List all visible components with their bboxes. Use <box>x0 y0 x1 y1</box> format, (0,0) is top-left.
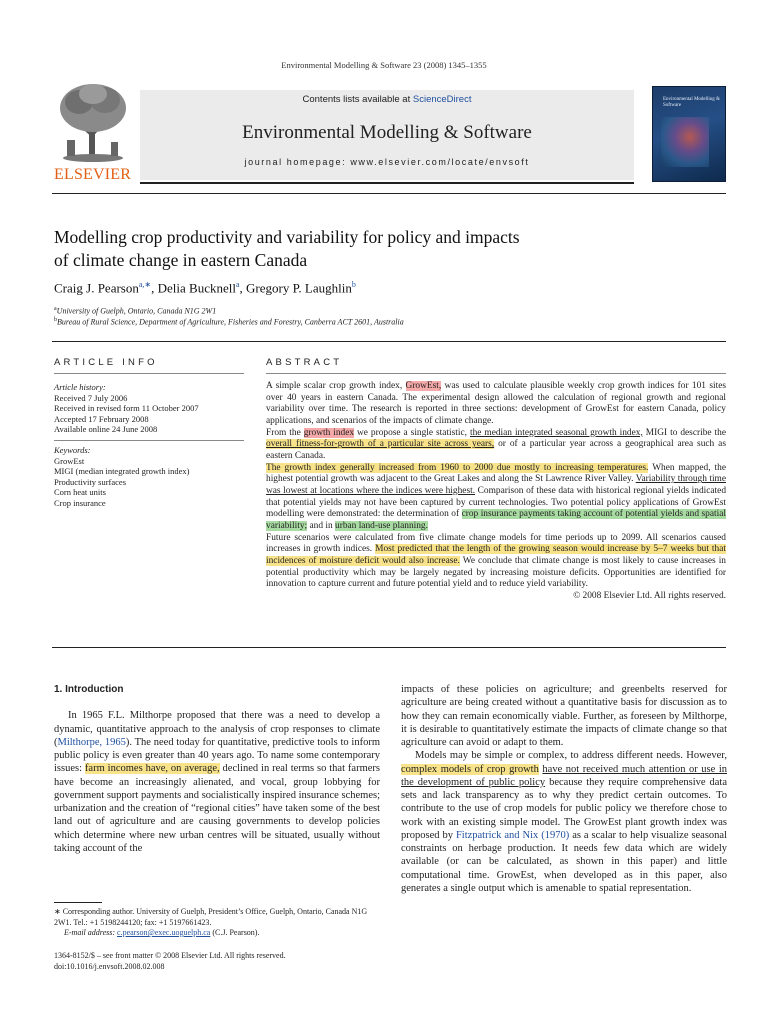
publisher-name: ELSEVIER <box>54 166 132 183</box>
abstract-body <box>266 381 726 602</box>
abstract-paragraph <box>266 533 726 591</box>
highlight-yellow: farm incomes have, on average, <box>84 763 220 775</box>
article-info-heading: ARTICLE INFO <box>54 357 158 368</box>
abstract-paragraph <box>266 428 726 463</box>
underline: have not received much attention or use in the development of public policy <box>401 763 728 788</box>
footnote-text: Corresponding author. University of Guelph, President’s Office, Guelph, Ontario, Canada N1G 2W1. Tel.: +1 5198244120; fax: +1 5197661423. <box>54 907 368 927</box>
underline: the median integrated seasonal growth index, <box>469 427 643 438</box>
accepted-date: Accepted 17 February 2008 <box>54 413 149 424</box>
title-line-2: of climate change in eastern Canada <box>54 250 308 270</box>
author-affil-link[interactable]: a <box>235 280 240 289</box>
text-run: MIGI to describe the <box>642 427 726 438</box>
header-rule <box>52 193 726 194</box>
highlight-green: crop insurance payments taking account of potential yields and spatial variability; <box>266 509 727 531</box>
journal-banner <box>140 90 634 180</box>
email-label: E-mail address: <box>64 928 118 937</box>
text-run: In 1965 F.L. Milthorpe proposed that there was a need to develop a dynamic, quantitative approach to the analysis of crop responses to climate ( <box>54 710 380 748</box>
text-run: because they require comprehensive data sets and lack transparency as to why they predict certain outcomes. To contribute to the use of crop models for public policy we therefore chose to work with an existing simple model. The GrowEst plant growth index was proposed by <box>401 776 727 841</box>
affiliation-b <box>54 317 404 327</box>
section-heading: 1. Introduction <box>54 684 124 695</box>
abstract-rule <box>266 373 726 374</box>
body-column-right <box>401 683 727 895</box>
cover-title: Environmental Modelling & Software <box>663 97 720 108</box>
elsevier-logo <box>52 80 134 186</box>
text-run: ). The need today for quantitative, predictive tools to inform public policy is even greater than 40 years ago. To name some contemporary issues: <box>54 736 380 775</box>
body-column-left <box>54 683 380 855</box>
footnote-marker: ∗ <box>54 907 61 916</box>
text-run: declined in real terms so that farmers have become an increasingly alienated, and vocal, group lobbying for government support payments and socialistically inspired insurance schemes; urbanization and the creation of “regional cities” have taken some of the best land out of agriculture and are causing governments to develop policies which determine where new urban centres will be situated, usually without taking account of the <box>54 763 380 854</box>
highlight-red: GrowEst, <box>405 381 442 391</box>
contents-prefix: Contents lists available at <box>302 94 413 105</box>
underline: Variability through time was lowest at locations where the indices were highest. <box>266 474 726 496</box>
abstract-paragraph <box>266 463 726 533</box>
keyword: GrowEst <box>54 455 85 466</box>
highlight-yellow: overall fitness-for-growth of a particular site across years, <box>266 439 495 450</box>
affil-marker: b <box>54 317 57 323</box>
text-run: From the <box>266 427 304 438</box>
sciencedirect-link[interactable]: ScienceDirect <box>412 94 472 105</box>
author-name: , Gregory P. Laughlin <box>239 280 352 296</box>
text-run: as a scalar to help visualize seasonal constraints on herbage production. It needs few data which are widely available (or can be calculated, as shown in this paper) and little computational time. GrowEst, when developed as in this paper, also generates a single output which is amenable to spatial representation. <box>401 829 728 894</box>
highlight-yellow: complex models of crop growth <box>401 763 539 775</box>
online-date: Available online 24 June 2008 <box>54 424 158 435</box>
footnote-line <box>54 907 384 928</box>
body-paragraph: impacts of these policies on agriculture; and greenbelts reserved for agriculture are being created without a quantitative basis for discussion as to how they can remain economically viable. Further, as foreseen by Milthorpe, it is desirable to quantitatively estimate the impacts of climate change so that agriculture can avoid or adapt to them. <box>401 684 727 748</box>
history-label: Article history: <box>54 382 106 392</box>
text-run: we propose a single statistic, <box>354 427 470 438</box>
affiliation-a <box>54 306 216 316</box>
journal-cover <box>652 86 726 182</box>
section-rule <box>52 341 726 342</box>
journal-citation: Environmental Modelling & Software 23 (2008) 1345–1355 <box>281 60 487 70</box>
tree-icon <box>55 80 131 164</box>
info-rule <box>54 373 244 374</box>
text-run: was used to calculate plausible weekly crop growth indices for 101 sites over 40 years in eastern Canada. The experimental design allowed the calculation of regional growth and regional variability over time. The research is reported in three sections: development of GrowEst for eastern Canada, policy applications, and scenarios of the impacts of climate change. <box>266 381 726 426</box>
received-date: Received 7 July 2006 <box>54 392 128 403</box>
affil-marker: a <box>54 306 57 312</box>
affil-text: Bureau of Rural Science, Department of Agriculture, Fisheries and Forestry, Canberra ACT 2601, Australia <box>57 317 404 327</box>
text-run: and in <box>307 520 336 531</box>
text-run: Future scenarios were calculated from five climate change models for time periods up to 2099. All scenarios caused increases in growth indices. <box>266 532 726 555</box>
text-run: A simple scalar crop growth index, <box>266 381 406 391</box>
keywords-label: Keywords: <box>54 444 91 455</box>
highlight-red: growth index <box>303 427 355 438</box>
author-list <box>54 280 356 296</box>
author-affil-link[interactable]: b <box>351 280 356 289</box>
keyword: Corn heat units <box>54 487 106 498</box>
contents-line <box>140 94 634 105</box>
article-info <box>54 382 244 509</box>
article-title <box>54 226 654 272</box>
cover-image <box>661 117 709 167</box>
journal-title: Environmental Modelling & Software <box>242 122 532 143</box>
reference-link[interactable]: Fitzpatrick and Nix (1970) <box>455 829 570 841</box>
revised-date: Received in revised form 11 October 2007 <box>54 403 199 414</box>
abstract-heading: ABSTRACT <box>266 357 343 368</box>
copyright: © 2008 Elsevier Ltd. All rights reserved. <box>573 590 726 601</box>
body-paragraph <box>54 709 380 855</box>
author-name: Craig J. Pearson <box>54 280 139 296</box>
journal-homepage-link[interactable]: journal homepage: www.elsevier.com/locate/envsoft <box>244 157 530 167</box>
email-suffix: (C.J. Pearson). <box>210 928 260 937</box>
info-divider <box>54 440 244 441</box>
reference-link[interactable]: Milthorpe, 1965 <box>57 736 126 748</box>
title-line-1: Modelling crop productivity and variability for policy and impacts <box>54 227 520 247</box>
keyword: Productivity surfaces <box>54 476 126 487</box>
highlight-green: urban land-use planning. <box>335 520 428 531</box>
body-paragraph <box>401 749 727 895</box>
journal-masthead <box>52 80 726 186</box>
highlight-yellow: The growth index generally increased from 1960 to 2000 due mostly to increasing temperatures. <box>266 462 649 473</box>
page-footer <box>54 951 384 972</box>
issn-line: 1364-8152/$ – see front matter © 2008 Elsevier Ltd. All rights reserved. <box>54 951 286 960</box>
footnote <box>54 907 384 939</box>
footnote-rule <box>54 902 102 903</box>
text-run: Comparison of these data with historical regional yields indicated that potential yields may not have been captured by current technologies. Two potential policy applications of GrowEst modelling were demonstrated: the determination of <box>266 485 727 520</box>
text-run: We conclude that climate change is most likely to cause increases in potential productivity which may be largely negated by increasing moisture deficits. Opportunities are identified for innovation to capture current and future potential yield and to reduce yield variability. <box>266 555 726 590</box>
footnote-email-line <box>54 928 384 939</box>
keyword: Crop insurance <box>54 497 106 508</box>
author-name: , Delia Bucknell <box>151 280 236 296</box>
text-run: When mapped, the highest potential growth was adjacent to the Great Lakes and along the St Lawrence River Valley. <box>266 462 726 485</box>
text-run: Models may be simple or complex, to address different needs. However, <box>415 750 727 762</box>
abstract-bottom-rule <box>52 647 726 648</box>
author-affil-link[interactable]: a,∗ <box>138 280 152 289</box>
highlight-yellow: Most predicted that the length of the growing season would increase by 5–7 weeks but that incidences of moisture deficit would also increase. <box>266 544 726 566</box>
text-run: or of a particular year across a geographical area such as eastern Canada. <box>266 439 726 461</box>
banner-rule <box>140 182 634 184</box>
keyword: MIGI (median integrated growth index) <box>54 466 190 477</box>
email-link[interactable]: c.pearson@exec.uoguelph.ca <box>117 928 211 937</box>
doi-line[interactable]: doi:10.1016/j.envsoft.2008.02.008 <box>54 961 165 971</box>
affil-text: University of Guelph, Ontario, Canada N1G 2W1 <box>56 306 217 316</box>
abstract-paragraph <box>266 381 726 428</box>
